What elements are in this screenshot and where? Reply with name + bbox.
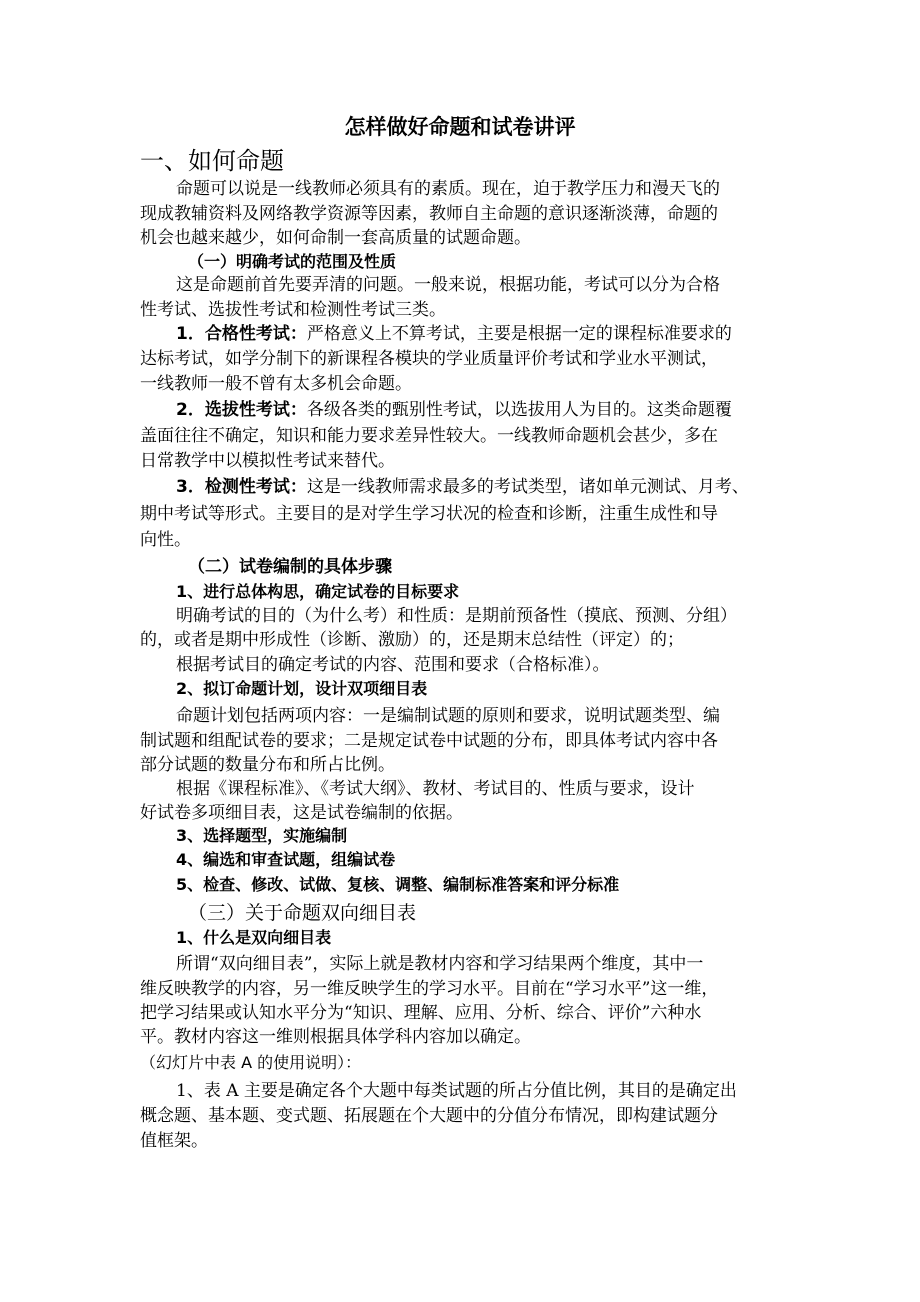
subsection-heading: （三）关于命题双向细目表 — [188, 902, 417, 924]
paragraph-line: 维反映教学的内容，另一维反映学生的学习水平。目前在“学习水平”这一维， — [140, 979, 719, 999]
paragraph-line: 所谓“双向细目表”，实际上就是教材内容和学习结果两个维度，其中一 — [176, 954, 704, 974]
paragraph-line: 一线教师一般不曾有太多机会命题。 — [140, 374, 412, 394]
document-title: 怎样做好命题和试卷讲评 — [344, 115, 576, 139]
item-label: 1．合格性考试： — [176, 324, 307, 344]
paragraph-line: 命题可以说是一线教师必须具有的素质。现在，迫于教学压力和漫天飞的 — [176, 179, 720, 199]
step-heading: 1、什么是双向细目表 — [176, 928, 332, 947]
paragraph-line: 明确考试的目的（为什么考）和性质：是期前预备性（摸底、预测、分组） — [176, 606, 737, 626]
subsection-heading: （一）明确考试的范围及性质 — [188, 252, 397, 271]
paragraph-line: 1、表 A 主要是确定各个大题中每类试题的所占分值比例，其目的是确定出 — [176, 1081, 737, 1101]
paragraph-line: 概念题、基本题、变式题、拓展题在个大题中的分值分布情况，即构建试题分 — [140, 1106, 718, 1126]
paragraph-line: 这是命题前首先要弄清的问题。一般来说，根据功能，考试可以分为合格 — [176, 275, 720, 295]
paragraph-line: 向性。 — [140, 530, 191, 550]
step-heading: 1、进行总体构思，确定试卷的目标要求 — [176, 582, 460, 601]
step-heading: 3、选择题型，实施编制 — [176, 826, 348, 845]
paragraph-line: 命题计划包括两项内容：一是编制试题的原则和要求，说明试题类型、编 — [176, 706, 720, 726]
step-heading: 5、检查、修改、试做、复核、调整、编制标准答案和评分标准 — [176, 875, 620, 894]
paragraph-line: 的，或者是期中形成性（诊断、激励）的，还是期末总结性（评定）的； — [140, 630, 684, 650]
paragraph-line: 期中考试等形式。主要目的是对学生学习状况的检查和诊断，注重生成性和导 — [140, 504, 718, 524]
paragraph-line: 好试卷多项细目表，这是试卷编制的依据。 — [140, 803, 463, 823]
note-heading: （幻灯片中表 A 的使用说明）： — [140, 1053, 362, 1072]
paragraph-line: 制试题和组配试卷的要求；二是规定试卷中试题的分布，即具体考试内容中各 — [140, 731, 718, 751]
subsection-heading: （二）试卷编制的具体步骤 — [188, 557, 392, 577]
paragraph-line: 值框架。 — [140, 1131, 208, 1151]
item-text: 这是一线教师需求最多的考试类型，诸如单元测试、月考、 — [306, 477, 749, 497]
paragraph-line: 把学习结果或认知水平分为“知识、理解、应用、分析、综合、评价”六种水 — [140, 1003, 702, 1023]
item-label: 2．选拔性考试： — [176, 400, 307, 420]
paragraph-line: 根据考试目的确定考试的内容、范围和要求（合格标准）。 — [176, 655, 610, 675]
paragraph-line: 日常教学中以模拟性考试来替代。 — [140, 451, 395, 471]
section-heading: 一、如何命题 — [140, 147, 284, 175]
paragraph-line: 盖面往往不确定，知识和能力要求差异性较大。一线教师命题机会甚少，多在 — [140, 426, 718, 446]
item-text: 各级各类的甄别性考试，以选拔用人为目的。这类命题覆 — [306, 400, 732, 420]
paragraph-line: 平。教材内容这一维则根据具体学科内容加以确定。 — [140, 1027, 531, 1047]
paragraph-line: 根据《课程标准》、《考试大纲》、教材、考试目的、性质与要求，设计 — [176, 779, 695, 799]
paragraph-line: 达标考试，如学分制下的新课程各模块的学业质量评价考试和学业水平测试， — [140, 349, 718, 369]
paragraph-line: 机会也越来越少，如何命制一套高质量的试题命题。 — [140, 228, 531, 248]
list-item — [176, 322, 732, 346]
list-item — [176, 398, 732, 422]
step-heading: 2、拟订命题计划，设计双项细目表 — [176, 679, 428, 698]
list-item — [176, 475, 749, 499]
paragraph-line: 性考试、选拔性考试和检测性考试三类。 — [140, 300, 446, 320]
item-text: 严格意义上不算考试，主要是根据一定的课程标准要求的 — [306, 324, 732, 344]
paragraph-line: 部分试题的数量分布和所占比例。 — [140, 755, 395, 775]
step-heading: 4、编选和审查试题，组编试卷 — [176, 850, 396, 869]
item-label: 3．检测性考试： — [176, 477, 307, 497]
paragraph-line: 现成教辅资料及网络教学资源等因素，教师自主命题的意识逐渐淡薄，命题的 — [140, 204, 718, 224]
